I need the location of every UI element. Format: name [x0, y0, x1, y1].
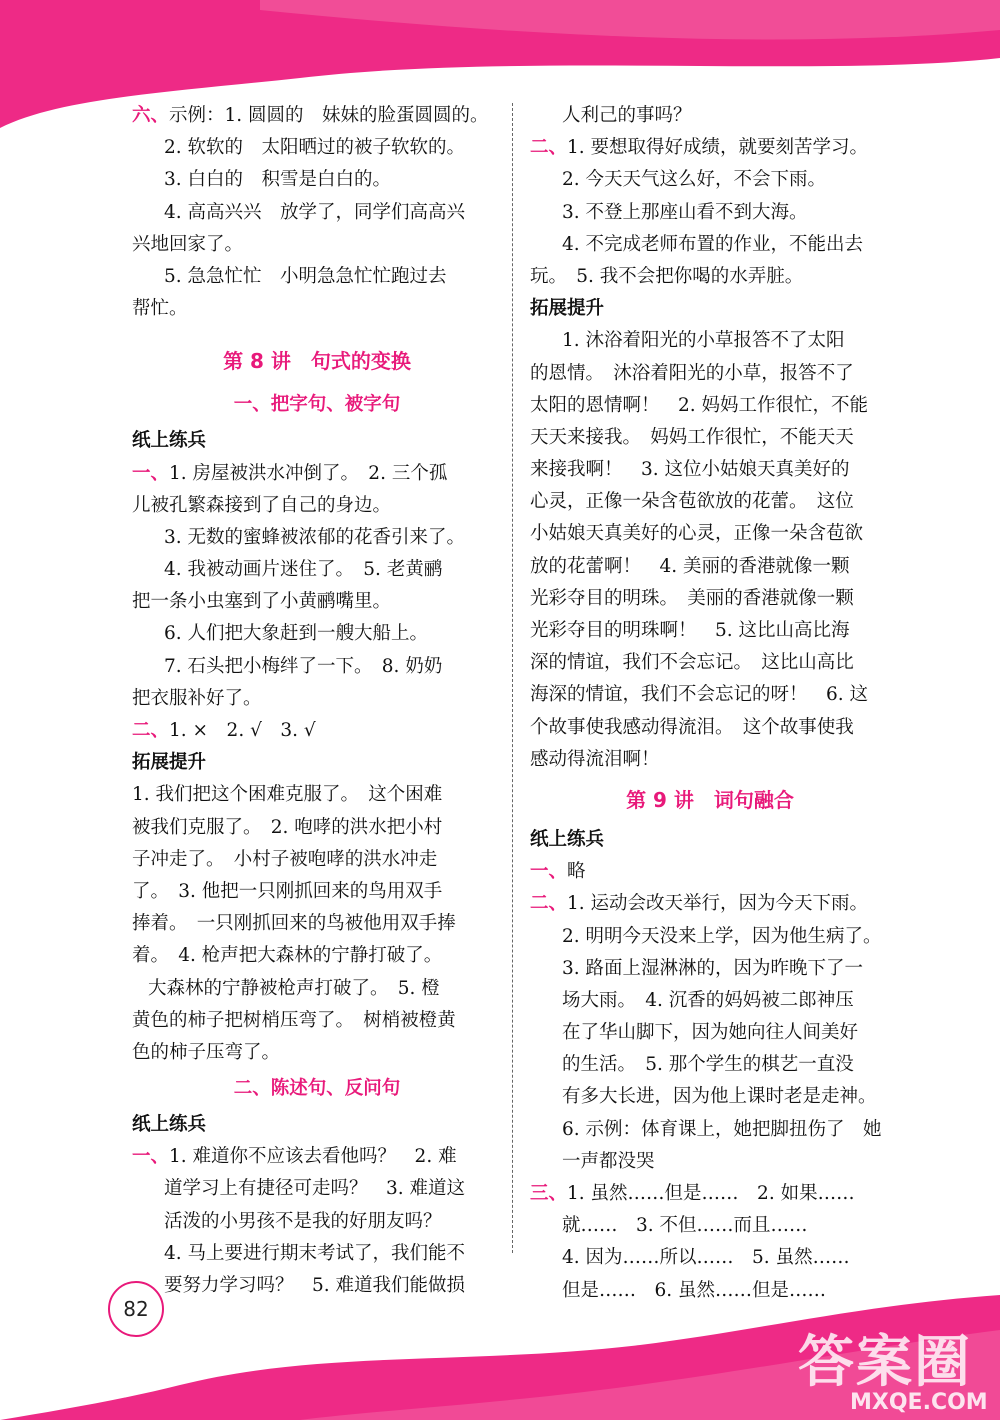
- answer-line: 子冲走了。 小村子被咆哮的洪水冲走: [132, 848, 438, 870]
- answer-line: 6. 人们把大象赶到一艘大船上。: [164, 623, 429, 645]
- column-divider: [512, 103, 513, 1253]
- answer-line: 来接我啊！ 3. 这位小姑娘天真美好的: [530, 459, 850, 481]
- subsection-title: 拓展提升: [132, 752, 207, 774]
- answer-line: 但是…… 6. 虽然……但是……: [562, 1279, 827, 1301]
- answer-line: 人利己的事吗？: [562, 105, 692, 126]
- answer-line: 的恩情。 沐浴着阳光的小草，报答不了: [530, 362, 854, 384]
- answer-line: 光彩夺目的明珠啊！ 5. 这比山高比海: [530, 620, 850, 641]
- answer-line: 1. 房屋被洪水冲倒了。 2. 三个孤: [169, 462, 448, 484]
- answer-line: 着。 4. 枪声把大森林的宁静打破了。: [132, 945, 443, 967]
- item-number: 二、: [132, 720, 170, 741]
- answer-line: 3. 白白的 积雪是白白的。: [164, 169, 392, 191]
- subsection-title: 拓展提升: [530, 298, 605, 320]
- subsection-title: 纸上练兵: [132, 430, 207, 452]
- answer-line: 场大雨。 4. 沉香的妈妈被二郎神压: [562, 989, 854, 1011]
- answer-line: 太阳的恩情啊！ 2. 妈妈工作很忙，不能: [530, 394, 869, 416]
- answer-line: 兴地回家了。: [132, 233, 244, 255]
- answer-line: 天天来接我。 妈妈工作很忙，不能天天: [530, 426, 854, 448]
- item-number: 三、: [530, 1183, 568, 1204]
- answer-line: 4. 马上要进行期末考试了，我们能不: [164, 1242, 466, 1264]
- item-number: 六、: [132, 105, 170, 126]
- answer-line: 1. 沐浴着阳光的小草报答不了太阳: [562, 330, 845, 352]
- answer-line: 略: [567, 861, 586, 883]
- answer-line: 4. 高高兴兴 放学了，同学们高高兴: [164, 201, 466, 223]
- answer-line: 活泼的小男孩不是我的好朋友吗？: [164, 1210, 442, 1232]
- section-title: 二、陈述句、反问句: [233, 1078, 401, 1100]
- answer-line: 6. 示例：体育课上，她把脚扭伤了 她: [562, 1118, 882, 1140]
- item-number: 二、: [530, 137, 568, 159]
- answer-line: 4. 我被动画片迷住了。 5. 老黄鹂: [164, 559, 443, 581]
- watermark-logo: 答案圈: [798, 1330, 972, 1395]
- answer-line: 要努力学习吗？ 5. 难道我们能做损: [164, 1275, 466, 1296]
- answer-line: 把衣服补好了。: [132, 687, 262, 709]
- left-column: [132, 100, 502, 1302]
- answer-line: 黄色的柿子把树梢压弯了。 树梢被橙黄: [132, 1009, 456, 1031]
- answer-line: 3. 路面上湿淋淋的，因为昨晚下了一: [562, 957, 864, 979]
- answer-line: 个故事使我感动得流泪。 这个故事使我: [530, 716, 854, 738]
- answer-line: 1. 我们把这个困难克服了。 这个困难: [132, 784, 443, 806]
- answer-line: 4. 因为……所以…… 5. 虽然……: [562, 1247, 850, 1269]
- answer-line: 有多大长进，因为他上课时老是走神。: [562, 1086, 877, 1108]
- answer-line: 玩。 5. 我不会把你喝的水弄脏。: [530, 265, 804, 287]
- answer-line: 被我们克服了。 2. 咆哮的洪水把小村: [132, 816, 443, 838]
- answer-line: 儿被孔繁森接到了自己的身边。: [132, 494, 392, 516]
- item-number: 一、: [132, 1146, 170, 1168]
- answer-line: 光彩夺目的明珠。 美丽的香港就像一颗: [530, 587, 854, 609]
- answer-line: 5. 急急忙忙 小明急急忙忙跑过去: [164, 265, 447, 287]
- answer-line: 示例：1. 圆圆的 妹妹的脸蛋圆圆的。: [169, 105, 489, 126]
- answer-line: 一声都没哭: [562, 1150, 655, 1172]
- item-number: 一、: [530, 861, 568, 883]
- item-number: 一、: [132, 462, 170, 484]
- answer-line: 深的情谊，我们不会忘记。 这比山高比: [530, 652, 854, 674]
- answer-line: 大森林的宁静被枪声打破了。 5. 橙: [148, 977, 440, 999]
- right-column: [530, 100, 890, 1307]
- answer-line: 1. 虽然……但是…… 2. 如果……: [567, 1183, 855, 1204]
- answer-line: 1. 运动会改天举行，因为今天下雨。: [567, 893, 869, 915]
- section-title: 一、把字句、被字句: [233, 394, 401, 416]
- answer-line: 2. 软软的 太阳晒过的被子软软的。: [164, 137, 466, 159]
- answer-line: 感动得流泪啊！: [530, 748, 660, 770]
- page-number: 82: [108, 1281, 164, 1337]
- answer-line: 1. × 2. √ 3. √: [169, 720, 316, 741]
- answer-line: 放的花蕾啊！ 4. 美丽的香港就像一颗: [530, 555, 850, 577]
- answer-line: 3. 无数的蜜蜂被浓郁的花香引来了。: [164, 526, 466, 548]
- answer-line: 4. 不完成老师布置的作业，不能出去: [562, 233, 864, 255]
- answer-line: 了。 3. 他把一只刚抓回来的鸟用双手: [132, 880, 443, 902]
- answer-line: 色的柿子压弯了。: [132, 1041, 281, 1063]
- answer-line: 就…… 3. 不但……而且……: [562, 1215, 808, 1237]
- answer-line: 把一条小虫塞到了小黄鹂嘴里。: [132, 591, 392, 613]
- answer-line: 小姑娘天真美好的心灵，正像一朵含苞欲: [530, 523, 864, 545]
- answer-line: 3. 不登上那座山看不到大海。: [562, 201, 808, 223]
- subsection-title: 纸上练兵: [132, 1114, 207, 1136]
- watermark-url: MXQE.COM: [850, 1390, 988, 1415]
- answer-line: 在了华山脚下，因为她向往人间美好: [562, 1022, 859, 1044]
- answer-line: 的生活。 5. 那个学生的棋艺一直没: [562, 1054, 854, 1076]
- answer-line: 1. 难道你不应该去看他吗？ 2. 难: [169, 1146, 457, 1168]
- answer-line: 7. 石头把小梅绊了一下。 8. 奶奶: [164, 655, 443, 677]
- answer-line: 1. 要想取得好成绩，就要刻苦学习。: [567, 137, 869, 159]
- lesson-title: 第 8 讲 句式的变换: [223, 349, 411, 374]
- answer-line: 捧着。 一只刚抓回来的鸟被他用双手捧: [132, 913, 456, 935]
- answer-line: 心灵，正像一朵含苞欲放的花蕾。 这位: [530, 491, 854, 513]
- answer-line: 2. 明明今天没来上学，因为他生病了。: [562, 925, 882, 947]
- answer-line: 2. 今天天气这么好，不会下雨。: [562, 169, 827, 191]
- answer-line: 帮忙。: [132, 298, 188, 320]
- lesson-title: 第 9 讲 词句融合: [626, 787, 794, 812]
- item-number: 二、: [530, 893, 568, 915]
- answer-line: 道学习上有捷径可走吗？ 3. 难道这: [164, 1178, 466, 1200]
- answer-line: 海深的情谊，我们不会忘记的呀！ 6. 这: [530, 684, 869, 706]
- subsection-title: 纸上练兵: [530, 828, 605, 850]
